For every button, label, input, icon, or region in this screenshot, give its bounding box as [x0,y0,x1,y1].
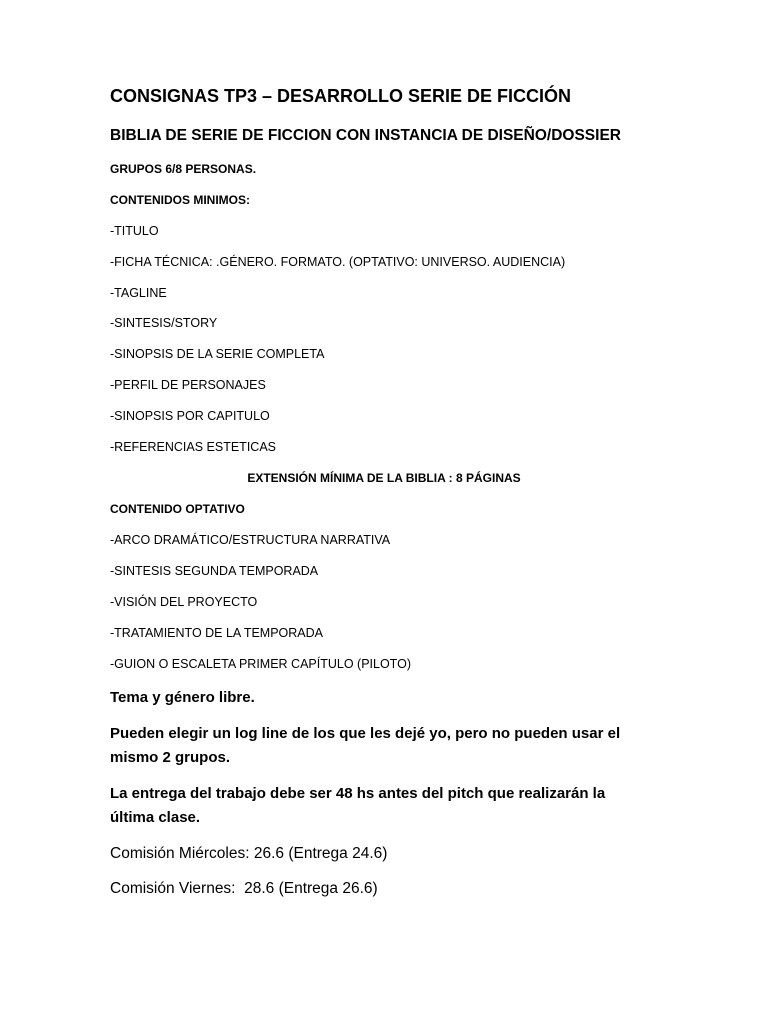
groups-text: GRUPOS 6/8 PERSONAS. [110,162,257,176]
min-content-item: -SINOPSIS DE LA SERIE COMPLETA [110,347,325,361]
theme-text: Tema y género libre. [110,689,255,706]
commission-wednesday: Comisión Miércoles: 26.6 (Entrega 24.6) [110,845,388,862]
optional-content-item: -SINTESIS SEGUNDA TEMPORADA [110,564,319,578]
optional-heading: CONTENIDO OPTATIVO [110,502,245,516]
min-contents-heading: CONTENIDOS MINIMOS: [110,193,250,207]
min-content-item: -FICHA TÉCNICA: .GÉNERO. FORMATO. (OPTATIVO: UNIVERSO. AUDIENCIA) [110,255,566,269]
min-content-item: -SINTESIS/STORY [110,316,218,330]
commission-friday: Comisión Viernes: 28.6 (Entrega 26.6) [110,880,378,897]
optional-content-item: -TRATAMIENTO DE LA TEMPORADA [110,626,323,640]
min-content-item: -TAGLINE [110,286,167,300]
min-content-item: -SINOPSIS POR CAPITULO [110,409,270,423]
deadline-note: La entrega del trabajo debe ser 48 hs antes del pitch que realizarán la última clase. [110,785,606,826]
min-content-item: -REFERENCIAS ESTETICAS [110,440,276,454]
optional-content-item: -GUION O ESCALETA PRIMER CAPÍTULO (PILOTO) [110,657,411,671]
min-length-note: EXTENSIÓN MÍNIMA DE LA BIBLIA : 8 PÁGINAS [247,471,521,485]
min-content-item: -TITULO [110,224,159,238]
document-subtitle: BIBLIA DE SERIE DE FICCION CON INSTANCIA DE DISEÑO/DOSSIER [110,127,621,144]
min-content-item: -PERFIL DE PERSONAJES [110,378,266,392]
optional-content-item: -ARCO DRAMÁTICO/ESTRUCTURA NARRATIVA [110,533,391,547]
optional-content-item: -VISIÓN DEL PROYECTO [110,595,258,609]
document-title: CONSIGNAS TP3 – DESARROLLO SERIE DE FICCIÓN [110,86,572,106]
logline-note: Pueden elegir un log line de los que les dejé yo, pero no pueden usar el mismo 2 grupos. [110,725,621,766]
